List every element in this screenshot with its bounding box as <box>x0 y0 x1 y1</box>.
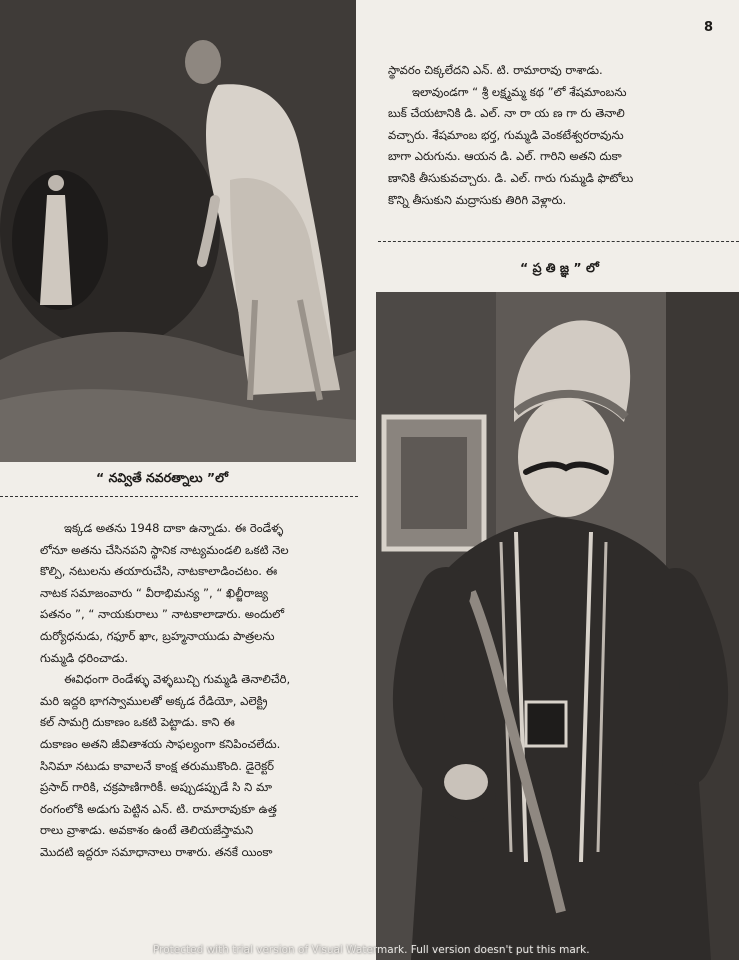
section-divider <box>378 241 739 242</box>
film-still-illustration <box>0 0 356 462</box>
text-line: స్థావరం చిక్కలేదని ఎన్. టి. రామారావు రాశాడు. <box>388 63 603 77</box>
article-text-left-column <box>40 518 358 864</box>
text-line: బాగా ఎరుగును. ఆయన డి. ఎల్. గారిని అతని దుకా <box>388 149 622 164</box>
photo-caption-navvithe-navaratnalu: “ నవ్వితే నవరత్నాలు ”లో <box>96 470 228 485</box>
text-line: ప్రసాద్ గారికి, చక్రపాణిగారికీ. అప్పుడప్పుడే సి ని మా <box>40 780 272 795</box>
text-line: దుర్యోధనుడు, గఫూర్ ఖాఁ, బ్రహ్మనాయుడు పాత్రలను <box>40 628 275 643</box>
text-line: నాటక సమాజంవారు “ వీరాభిమన్య ”, “ ఖిల్జీరాజ్య <box>40 585 269 600</box>
text-line: ఇక్కడ అతను 1948 దాకా ఉన్నాడు. ఈ రెండేళ్ళ <box>64 521 284 535</box>
text-line: గుమ్మడి ధరించాడు. <box>40 650 129 665</box>
article-text-right-column <box>388 60 728 211</box>
text-line: ఇలావుండగా “ శ్రీ లక్ష్మమ్మ కథ ”లో శేషమాంబను <box>412 84 627 99</box>
text-line: లోనూ అతను చేసినపని స్థానిక నాట్యమండలి ఒకటి నెల <box>40 542 289 557</box>
text-line: రాలు వ్రాశాడు. అవకాశం ఉంటే తెలియజేస్తామని <box>40 823 254 838</box>
film-still-prathigna <box>376 292 739 960</box>
text-line: రంగంలోకి అడుగు పెట్టిన ఎన్. టి. రామారావుకూ ఉత్త <box>40 801 277 816</box>
page-number: 8 <box>703 20 713 35</box>
text-line: వచ్చారు. శేషమాంబ భర్త, గుమ్మడి వెంకటేశ్వరరావును <box>388 127 624 142</box>
text-line: ణానికి తీసుకువచ్చారు. డి. ఎల్. గారు గుమ్మడి ఫొటోలు <box>388 170 634 185</box>
watermark-notice: Protected with trial version of Visual Watermark. Full version doesn't put this mark. <box>153 944 590 956</box>
portrait-illustration <box>376 292 739 960</box>
text-line: కొల్పి, నటులను తయారుచేసి, నాటకాలాడించటం. ఈ <box>40 564 278 579</box>
text-line: కొన్ని తీసుకుని మద్రాసుకు తిరిగి వెళ్లారు. <box>388 192 567 207</box>
text-line: మరి ఇద్దరి భాగస్వాములతో అక్కడ రేడియో, ఎలెక్ట్రి <box>40 693 268 708</box>
film-still-navvithe-navaratnalu <box>0 0 356 462</box>
section-divider <box>0 496 358 497</box>
text-line: పతనం ”, “ నాయకురాలు ” నాటకాలాడారు. అందులో <box>40 607 285 622</box>
text-line: కల్ సామగ్రి దుకాణం ఒకటి పెట్టాడు. కాని ఈ <box>40 715 235 730</box>
text-line: ఈవిధంగా రెండేళ్ళు వెళ్ళబుచ్చి గుమ్మడి తెనాలిచేరి, <box>64 672 291 687</box>
text-line: బుక్ చేయటానికి డి. ఎల్. నా రా య ణ గా రు తెనాలి <box>388 106 625 121</box>
text-line: మొదటి ఇద్దరూ సమాధానాలు రాశారు. తనకే యింకా <box>40 844 273 859</box>
text-line: దుకాణం అతని జీవితాశయ సాఫల్యంగా కనిపించలేదు. <box>40 736 281 751</box>
photo-caption-prathigna: “ ప్ర తి జ్ఞ ” లో <box>520 260 599 275</box>
text-line: సినిమా నటుడు కావాలనే కాంక్ష తరుముకొంది. డైరెక్టర్ <box>40 758 275 773</box>
